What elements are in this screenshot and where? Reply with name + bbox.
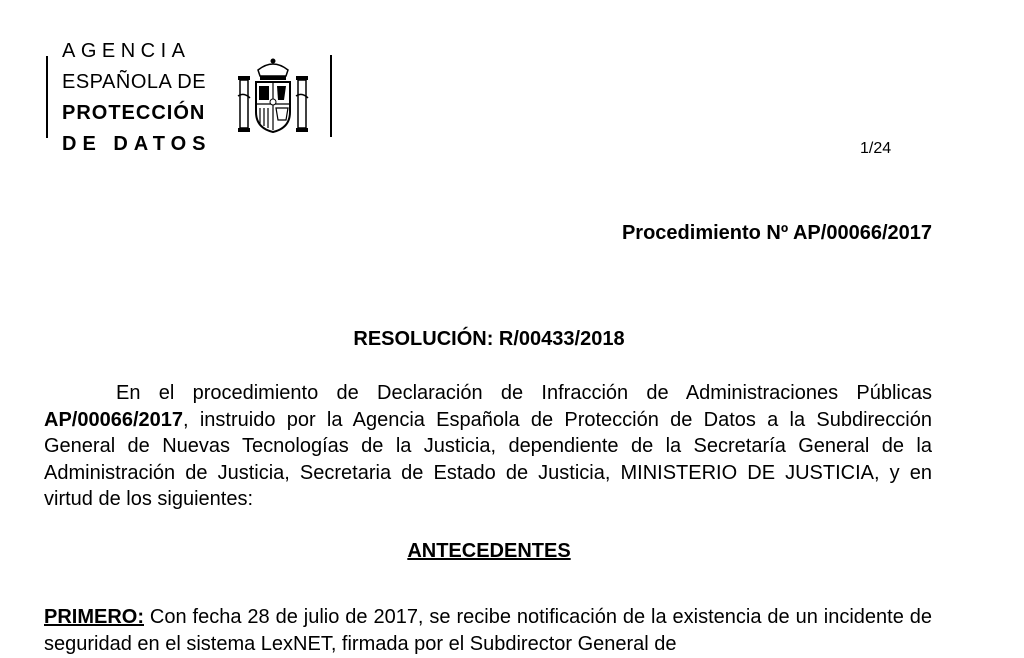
- logo-divider-right: [330, 55, 332, 137]
- agency-logo-text: [62, 36, 212, 160]
- first-paragraph: [44, 604, 932, 657]
- intro-text-before: En el procedimiento de Declaración de Infracción de Administraciones Públicas: [116, 382, 932, 404]
- agency-line-2: ESPAÑOLA DE: [62, 71, 207, 93]
- section-title: ANTECEDENTES: [407, 540, 571, 562]
- spain-coat-of-arms-icon: [236, 56, 310, 138]
- agency-line-4: DE DATOS: [62, 133, 212, 155]
- intro-reference: AP/00066/2017: [44, 408, 184, 431]
- intro-paragraph: [44, 380, 932, 513]
- first-label: PRIMERO:: [44, 606, 144, 628]
- intro-text-after: , instruido por la Agencia Española de Protección de Datos a la Subdirección General de Nuevas Tecnologías de la Justicia, dependiente de la Secretaría General de la Administración de Justicia, Secretaria de Estado de Justicia, MINISTERIO DE JUSTICIA, y en virtud de los siguientes:: [44, 408, 932, 510]
- resolution-title: RESOLUCIÓN: R/00433/2018: [353, 328, 625, 350]
- agency-line-3: PROTECCIÓN: [62, 102, 206, 124]
- logo-divider-left: [46, 56, 48, 138]
- first-text: Con fecha 28 de julio de 2017, se recibe notificación de la existencia de un incidente de seguridad en el sistema LexNET, firmada por el Subdirector General de: [44, 606, 932, 655]
- procedure-number: Procedimiento Nº AP/00066/2017: [621, 222, 932, 244]
- agency-line-1: AGENCIA: [62, 40, 191, 62]
- page-number: 1/24: [860, 140, 892, 157]
